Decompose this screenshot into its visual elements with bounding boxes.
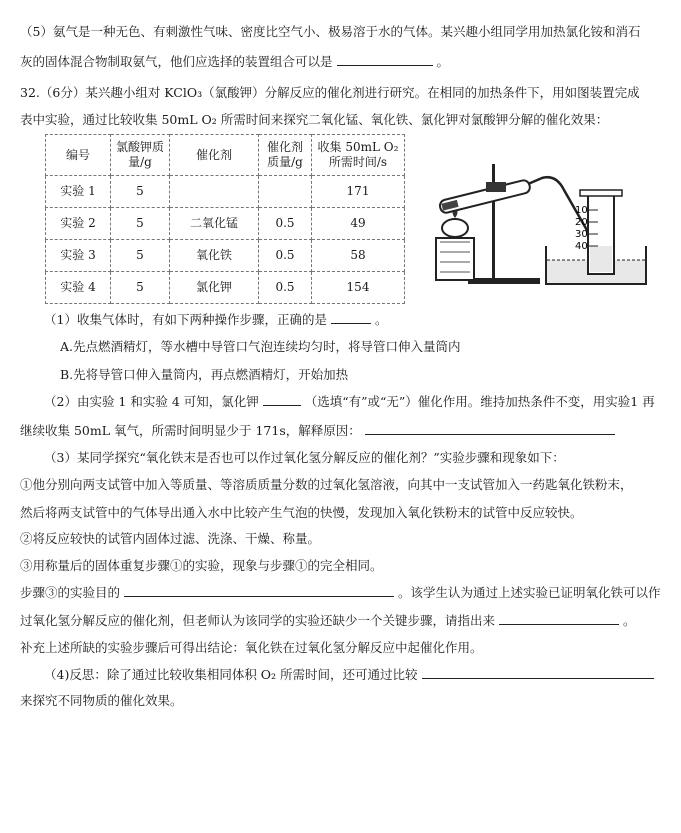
table-cell: 49 [312,208,405,240]
q5-line1: （5）氨气是一种无色、有刺激性气味、密度比空气小、极易溶于水的气体。某兴趣小组同学用加热氯化铵和消石 [20,24,641,39]
catalyst-line [20,612,636,630]
table-row [46,272,405,304]
experiment-table [45,134,405,304]
table-cell: 154 [312,272,405,304]
table-cell: 实验 1 [46,176,111,208]
col-header-catalyst-mass: 催化剂质量/g [259,135,312,176]
table-cell: 5 [111,272,170,304]
q32-intro-line1: 32.（6分）某兴趣小组对 KClO₃（氯酸钾）分解反应的催化剂进行研究。在相同的加热条件下，用如图装置完成 [20,85,640,100]
table-cell [170,176,259,208]
answer-blank-q5[interactable] [337,53,433,66]
answer-blank-q2-2[interactable] [365,422,615,435]
q1-text: （1）收集气体时，有如下两种操作步骤，正确的是 [44,312,327,327]
q1-end: 。 [374,312,388,327]
cylinder-mark: 10 [575,205,588,216]
cylinder-mark: 20 [575,217,588,228]
table-cell: 实验 4 [46,272,111,304]
table-cell: 5 [111,208,170,240]
test-tube [439,179,531,214]
table-cell: 0.5 [259,240,312,272]
col-header-id: 编号 [46,135,111,176]
apparatus-diagram [428,160,650,290]
alcohol-lamp [442,219,468,237]
table-cell: 58 [312,240,405,272]
q2-line2 [20,422,615,440]
table-cell: 0.5 [259,272,312,304]
q4-line2: 来探究不同物质的催化效果。 [20,693,183,708]
cylinder-water [590,246,612,272]
q5-line2-end: 。 [436,54,449,69]
purpose-text-b: 。该学生认为通过上述实验已证明氧化铁可以作 [397,585,661,600]
table-cell: 氯化钾 [170,272,259,304]
answer-blank-missing-step[interactable] [499,612,619,625]
clamp [486,182,506,192]
option-a: A.先点燃酒精灯，等水槽中导管口气泡连续均匀时，将导管口伸入量筒内 [60,339,461,354]
table-cell: 5 [111,176,170,208]
step1-line2: 然后将两支试管中的气体导出通入水中比较产生气泡的快慢，发现加入氧化铁粉末的试管中反应较快。 [20,505,583,520]
cylinder-rim [580,190,622,196]
table-row [46,208,405,240]
col-header-time: 收集 50mL O₂所需时间/s [312,135,405,176]
q5-line2 [20,53,449,71]
purpose-text-a: 步骤③的实验目的 [20,585,121,600]
q2-text-b: （选填“有”或“无”）催化作用。维持加热条件不变，用实验1 再 [304,394,655,409]
option-b: B.先将导管口伸入量筒内，再点燃酒精灯，开始加热 [60,367,349,382]
table-cell [259,176,312,208]
step2-line: ②将反应较快的试管内固体过滤、洗涤、干燥、称量。 [20,531,321,546]
stand-base [468,278,540,284]
catalyst-text: 过氧化氢分解反应的催化剂，但老师认为该同学的实验还缺少一个关键步骤，请指出来 [20,613,496,628]
catalyst-end: 。 [622,613,636,628]
table-cell: 氧化铁 [170,240,259,272]
cylinder-mark: 30 [575,229,588,240]
col-header-catalyst: 催化剂 [170,135,259,176]
purpose-line [20,584,661,602]
table-cell: 0.5 [259,208,312,240]
q2-text-c: 继续收集 50mL 氧气，所需时间明显少于 171s，解释原因： [20,423,361,438]
q2-text-a: （2）由实验 1 和实验 4 可知，氯化钾 [44,394,259,409]
answer-blank-q1[interactable] [331,311,371,324]
col-header-kclo3-mass: 氯酸钾质量/g [111,135,170,176]
q3-line: （3）某同学探究“氧化铁末是否也可以作过氧化氢分解反应的催化剂？”实验步骤和现象如下： [44,450,565,465]
table-row [46,176,405,208]
stand-rod [492,164,495,280]
step3-line: ③用称量后的固体重复步骤①的实验，现象与步骤①的完全相同。 [20,558,383,573]
table-row [46,240,405,272]
table-cell: 二氧化锰 [170,208,259,240]
lamp-box [436,238,474,280]
q2-line [44,393,655,411]
q5-line2-text: 灰的固体混合物制取氨气，他们应选择的装置组合可以是 [20,54,333,69]
answer-blank-purpose[interactable] [124,584,394,597]
table-cell: 5 [111,240,170,272]
answer-blank-q2-1[interactable] [263,393,301,406]
cylinder-mark: 40 [575,241,588,252]
q4-text-a: （4)反思：除了通过比较收集相同体积 O₂ 所需时间，还可通过比较 [44,667,418,682]
step1-line1: ①他分别向两支试管中加入等质量、等溶质质量分数的过氧化氢溶液，向其中一支试管加入一药匙氧化铁粉末， [20,477,633,492]
table-header-row [46,135,405,176]
q32-intro-line2: 表中实验，通过比较收集 50mL O₂ 所需时间来探究二氧化锰、氧化铁、氯化钾对氯酸钾分解的催化效果： [20,112,609,127]
table-cell: 171 [312,176,405,208]
q1-line [44,311,387,329]
supplement-line: 补充上述所缺的实验步骤后可得出结论：氧化铁在过氧化氢分解反应中起催化作用。 [20,640,483,655]
q4-line [44,666,654,684]
table-cell: 实验 3 [46,240,111,272]
answer-blank-q4[interactable] [422,666,654,679]
table-cell: 实验 2 [46,208,111,240]
